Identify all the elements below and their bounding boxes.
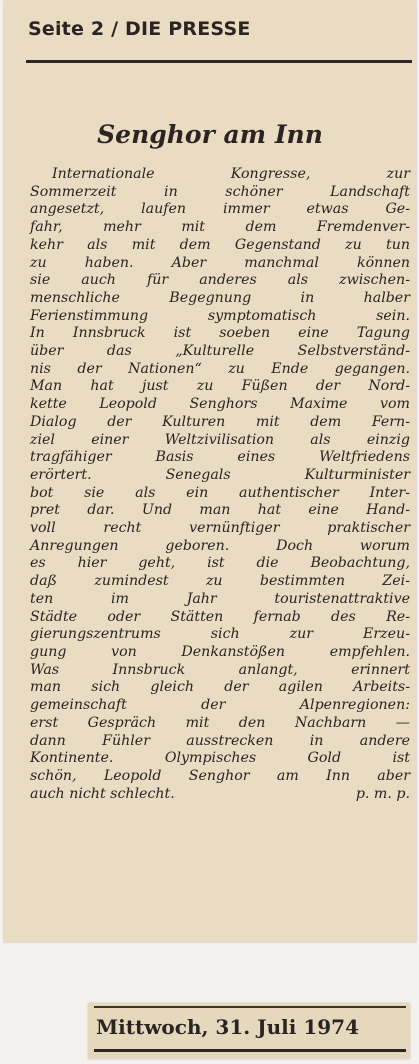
article-line: gung von Denkanstößen empfehlen. <box>30 643 410 660</box>
article-line: Dialog der Kulturen mit dem Fern- <box>30 413 410 430</box>
article-line: Kontinente. Olympisches Gold ist <box>30 750 410 767</box>
article-line: es hier geht, ist die Beobachtung, <box>30 555 410 572</box>
article-line: schön, Leopold Senghor am Inn aber <box>30 767 410 784</box>
article-line: zu haben. Aber manchmal können <box>30 254 410 271</box>
article-line: In Innsbruck ist soeben eine Tagung <box>30 325 410 342</box>
article-line: Anregungen geboren. Doch worum <box>30 537 410 554</box>
newspaper-clipping <box>4 0 416 942</box>
date-rule-bottom <box>94 1049 406 1052</box>
author-signature: p. m. p. <box>355 785 410 802</box>
article-line: daß zumindest zu bestimmten Zei- <box>30 573 410 590</box>
article-line: gierungszentrums sich zur Erzeu- <box>30 626 410 643</box>
article-line: erörtert. Senegals Kulturminister <box>30 466 410 483</box>
article-line: dann Fühler ausstrecken in andere <box>30 732 410 749</box>
article-line: ziel einer Weltzivilisation als einzig <box>30 431 410 448</box>
publication-date: Mittwoch, 31. Juli 1974 <box>96 1015 359 1039</box>
article-line: voll recht vernünftiger praktischer <box>30 520 410 537</box>
article-line: Ferienstimmung symptomatisch sein. <box>30 307 410 324</box>
date-clipping <box>88 1003 410 1059</box>
article-line: Internationale Kongresse, zur <box>52 166 410 182</box>
date-rule-top <box>94 1006 406 1008</box>
article-line: auch nicht schlecht. p. m. p. <box>30 785 410 802</box>
article-line: Städte oder Stätten fernab des Re- <box>30 608 410 625</box>
header-rule <box>26 60 412 63</box>
article-line: nis der Nationen“ zu Ende gegangen. <box>30 360 410 377</box>
article-line: Sommerzeit in schöner Landschaft <box>30 183 410 200</box>
article-line: man sich gleich der agilen Arbeits- <box>30 679 410 696</box>
article-line: erst Gespräch mit den Nachbarn — <box>30 714 410 731</box>
article-line: angesetzt, laufen immer etwas Ge- <box>30 201 410 218</box>
article-line: tragfähiger Basis eines Weltfriedens <box>30 449 410 466</box>
article-line: Man hat just zu Füßen der Nord- <box>30 378 410 395</box>
article-line: kehr als mit dem Gegenstand zu tun <box>30 236 410 253</box>
article-line: gemeinschaft der Alpenregionen: <box>30 697 410 714</box>
article-line: fahr, mehr mit dem Fremdenver- <box>30 219 410 236</box>
article-line: bot sie als ein authentischer Inter- <box>30 484 410 501</box>
article-headline: Senghor am Inn <box>97 120 323 149</box>
article-line: kette Leopold Senghors Maxime vom <box>30 396 410 413</box>
article-body <box>30 166 410 803</box>
article-line: ten im Jahr touristenattraktive <box>30 590 410 607</box>
article-line: sie auch für anderes als zwischen- <box>30 272 410 289</box>
article-line: menschliche Begegnung in halber <box>30 289 410 306</box>
article-line: über das „Kulturelle Selbstverständ- <box>30 343 410 360</box>
page-header: Seite 2 / DIE PRESSE <box>28 18 251 40</box>
article-line: Was Innsbruck anlangt, erinnert <box>30 661 410 678</box>
article-line: pret dar. Und man hat eine Hand- <box>30 502 410 519</box>
